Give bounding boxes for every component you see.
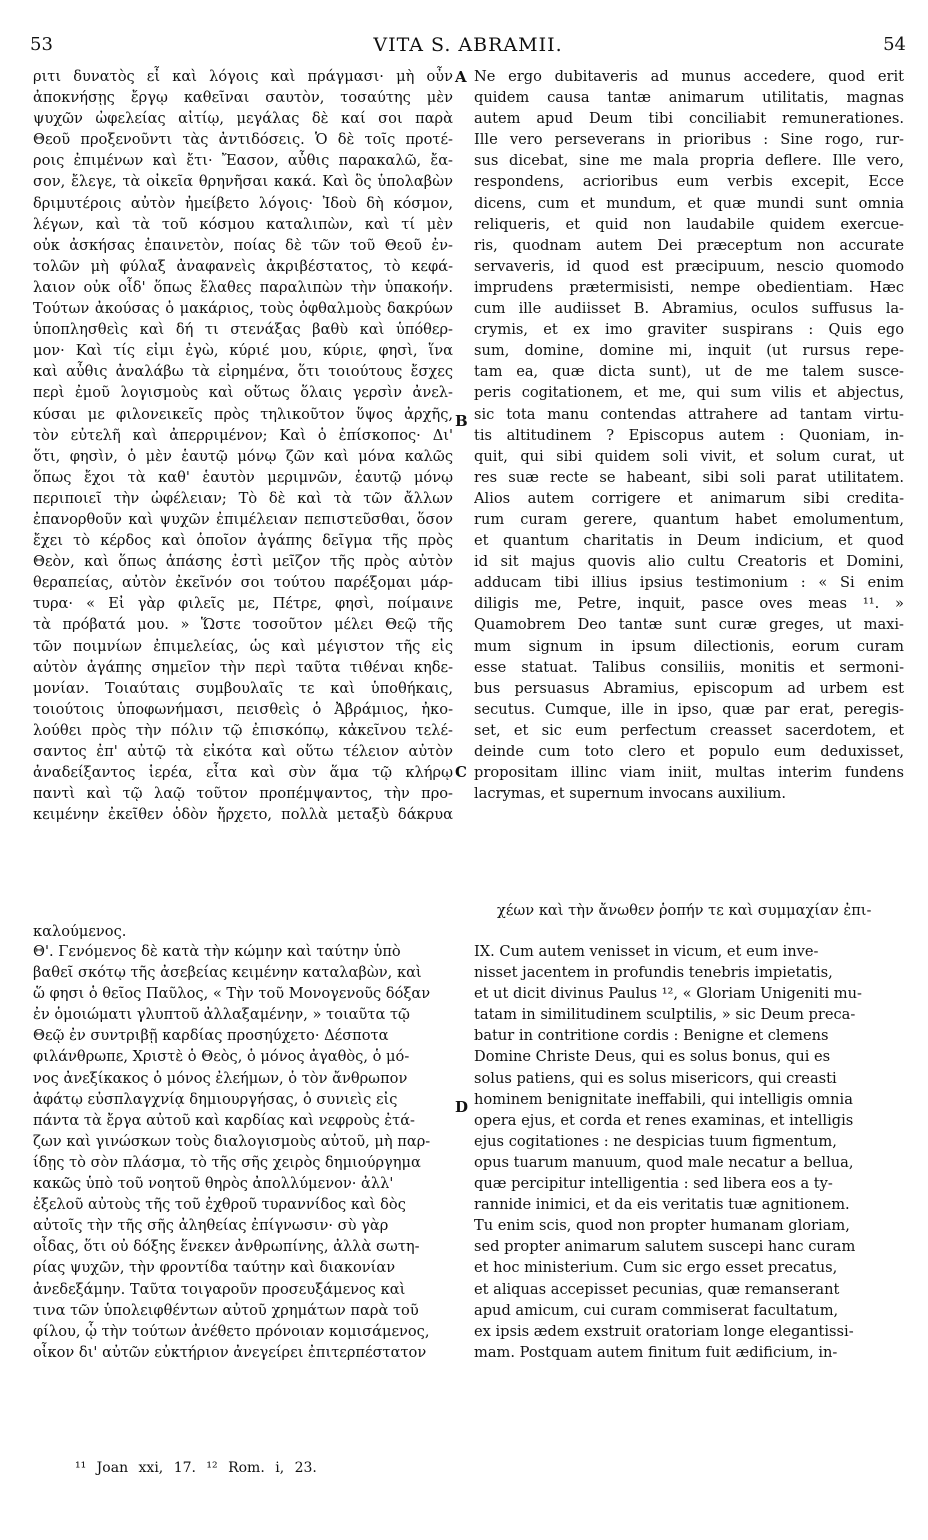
text-line: φίλου, ᾧ τὴν τούτων ἀνέθετο πρόνοιαν κομισάμενος, (33, 1322, 430, 1340)
text-line: αὐτὸν ἀγάπης σημεῖον τὴν περὶ ταῦτα τιθέναι κηδε- (33, 658, 453, 676)
text-line: respondens, acrioribus eum verbis excepit, Ecce (474, 173, 904, 191)
text-line: deinde cum toto clero et populo eum deduxisset, (474, 743, 904, 760)
text-line: οἶδας, ὅτι οὐ δόξης ἕνεκεν ἀνθρωπίνης, ἀλλὰ σωτη- (33, 1238, 420, 1256)
text-line: ἐπανορθοῦν καὶ ψυχῶν ἐπιμέλειαν πεπιστεῦσθαι, ὅσον (33, 510, 453, 528)
text-line: σον, ἔλεγε, τὰ οἰκεῖα θρηνῆσαι κακά. Καὶ ὃς ὑπολαβὼν (33, 173, 453, 191)
latin-column-lower (474, 941, 904, 1363)
text-line: τυρα· « Εἰ γὰρ φιλεῖς με, Πέτρε, φησὶ, ποίμαινε (33, 595, 453, 613)
text-line: mum signum in ipsum dilectionis, eorum curam (474, 637, 904, 655)
text-line: secutus. Cumque, ille in ipso, quæ par erat, peregis- (474, 700, 904, 718)
text-line: sic tota manu contendas attrahere ad tantam virtu- (474, 405, 904, 423)
text-line: lacrymas, et supernum invocans auxilium. (474, 785, 787, 803)
text-line: solus patiens, qui es solus misericors, qui creasti (474, 1069, 837, 1087)
text-line: opera ejus, et corda et renes examinas, et intelligis (474, 1111, 854, 1129)
text-line: οὐκ ἀσκήσας ἐπαινετὸν, ποίας δὲ τῶν τοῦ Θεοῦ ἐν- (33, 236, 453, 254)
text-line: Tu enim scis, quod non propter humanam gloriam, (474, 1217, 850, 1235)
text-line: nisset jacentem in profundis tenebris impietatis, (474, 964, 833, 982)
footnotes: ¹¹ Joan xxi, 17. ¹² Rom. i, 23. (75, 1460, 317, 1476)
text-line: et quantum charitatis in Deum indicium, et quod (474, 532, 904, 550)
text-line: λούθει πρὸς τὴν πόλιν τῷ ἐπισκόπῳ, κἀκεῖνου τελέ- (33, 721, 453, 739)
text-line: Quamobrem Deo tantæ sunt curæ greges, ut maxi- (474, 616, 904, 634)
text-line: imprudens prætermisisti, nempe obedientiam. Hæc (474, 278, 904, 296)
text-line: crymis, et ex imo graviter suspirans : Quis ego (474, 321, 904, 339)
text-line: sus dicebat, sine me mala propria deflere. Ille vero, (474, 152, 904, 170)
text-line: οἶκον δι' αὐτῶν εὐκτήριον ἀνεγείρει ἐπιτερπέστατον (33, 1343, 427, 1361)
text-line: apud amicum, cui curam commiserat facultatum, (474, 1301, 839, 1319)
greek-column-lower (33, 941, 453, 1363)
text-line: et aliquas accepisset pecunias, quæ remanserant (474, 1280, 840, 1298)
text-line: sed propter animarum salutem suscepi hanc curam (474, 1238, 856, 1256)
text-line: Ille vero perseverans in prioribus : Sine rogo, rur- (474, 131, 904, 149)
text-line: tatam in similitudinem sculptilis, » sic Deum preca- (474, 1006, 856, 1024)
text-line: πάντα τὰ ἔργα αὐτοῦ καὶ καρδίας καὶ νεφροὺς ἐτά- (33, 1111, 415, 1129)
text-line: μονίαν. Τοιαύταις συμβουλαῖς τε καὶ ὑποθήκαις, (33, 679, 453, 697)
text-line: cum ille audiisset B. Abramius, oculos suffusus la- (474, 300, 904, 318)
text-line: παντὶ καὶ τῷ λαῷ τοῦτον προπέμψαντος, τὴν προ- (33, 785, 453, 803)
greek-end-line: καλούμενος. (33, 923, 127, 940)
greek-end-line-block (33, 921, 453, 942)
text-line: περὶ ἐμοῦ λογισμοὺς καὶ οὕτως ὅλαις γερσὶν ἀνελ- (33, 384, 453, 402)
text-line: κακῶς ὑπὸ τοῦ νοητοῦ θηρὸς ἀπολλύμενον· ἀλλ' (33, 1175, 394, 1193)
text-line: Τούτων ἀκούσας ὁ μακάριος, τοὺς ὀφθαλμοὺς δακρύων (33, 300, 453, 318)
text-line: ίδῃς τὸ σὸν πλάσμα, τὸ τῆς σῆς χειρὸς δημιούργημα (33, 1153, 421, 1171)
text-line: ροις ἐπιμένων καὶ ἔτι· Ἔασον, αὖθις παρακαλῶ, ἔα- (33, 152, 453, 170)
text-line: res suæ recte se habeant, sibi soli parat utilitatem. (474, 468, 904, 486)
text-line: ἀναδείξαντος ἱερέα, εἶτα καὶ σὺν ἅμα τῷ κλήρῳ (33, 764, 453, 782)
text-line: esse statuat. Talibus consiliis, monitis et sermoni- (474, 658, 904, 676)
text-line: reliqueris, et quid non laudabile quidem exercue- (474, 215, 904, 233)
margin-marker-a: A (455, 68, 467, 86)
text-line: Θεῷ ἐν συντριβῇ καρδίας προσηύχετο· Δέσποτα (33, 1027, 389, 1045)
text-line: ὥ φησι ὁ θεῖος Παῦλος, « Τὴν τοῦ Μονογενοῦς δόξαν (33, 985, 431, 1003)
text-line: φιλάνθρωπε, Χριστὲ ὁ Θεὸς, ὁ μόνος ἀγαθὸς, ὁ μό- (33, 1048, 410, 1066)
text-line: ρίας ψυχῶν, τὴν φροντίδα ταύτην καὶ διακονίαν (33, 1259, 396, 1277)
text-line: quidem causa tantæ animarum utilitatis, magnas (474, 89, 904, 107)
text-line: ἀφάτῳ εὐσπλαγχνίᾳ δημιουργήσας, ὁ συνιεὶς εἰς (33, 1090, 398, 1108)
text-line: Θεὸν, καὶ ὅπως ἁπάσης ἐστὶ μεῖζον τῆς πρὸς αὐτὸν (33, 553, 453, 571)
text-line: ριτι δυνατὸς εἶ καὶ λόγοις καὶ πράγμασι· μὴ οὖν (33, 68, 453, 85)
text-line: opus tuarum manuum, quod male necatur a bellua, (474, 1153, 854, 1171)
running-header (30, 30, 906, 62)
text-line: set, et sic eum perfectum creasset sacerdotem, et (474, 721, 904, 739)
text-line: τὰ πρόβατά μου. » Ὥστε τοσοῦτον μέλει Θεῷ τῆς (33, 616, 453, 634)
text-line: tis altitudinem ? Episcopus autem : Quoniam, in- (474, 426, 904, 444)
text-line: τινα τῶν ὑπολειφθέντων αὐτοῦ χρημάτων παρὰ τοῦ (33, 1301, 419, 1319)
text-line: adducam tibi illius ipsius testimonium : « Si enim (474, 574, 904, 592)
text-line: δριμυτέροις αὐτὸν ἠμείβετο λόγοις· Ἰδοὺ δὴ κόσμον, (33, 194, 453, 212)
text-line: rannide inimici, et da eis veritatis tuæ agnitionem. (474, 1196, 850, 1214)
text-line: τοιούτοις ὑποφωνήμασι, πεισθεὶς ὁ Ἀβράμιος, ἠκο- (33, 700, 453, 718)
text-line: ἐξελοῦ αὐτοὺς τῆς τοῦ ἐχθροῦ τυραννίδος καὶ δὸς (33, 1196, 406, 1214)
text-line: id sit majus quovis alio cultu Creatoris et Domini, (474, 553, 904, 571)
text-line: ὑποπλησθεὶς καὶ δή τι στενάξας βαθὺ καὶ ὑπόθερ- (33, 321, 453, 339)
text-line: τῶν ποιμνίων ἐπιμελείας, ὡς καὶ μέγιστον τῆς εἰς (33, 637, 453, 655)
text-line: αὐτοῖς τὴν τῆς σῆς ἀληθείας ἐπίγνωσιν· σὺ γὰρ (33, 1217, 389, 1235)
text-line: Θεοῦ προξενοῦντι τὰς ἀντιδόσεις. Ὁ δὲ τοῖς προτέ- (33, 131, 453, 149)
text-line: ὅπως ἔχοι τὰ καθ' ἑαυτὸν μεριμνῶν, ἑαυτῷ μόνῳ (33, 468, 453, 486)
text-line: ψυχῶν ὠφελείας αἰτίῳ, μεγάλας δὲ καί σοι παρὰ (33, 110, 453, 128)
text-line: περιποιεῖ τὴν ὠφέλειαν; Τὸ δὲ καὶ τὰ τῶν ἄλλων (33, 489, 453, 507)
text-line: θεραπείας, αὐτὸν ἐκεῖνόν σοι τούτου παρέξομαι μάρ- (33, 574, 453, 592)
text-line: λέγων, καὶ τὰ τοῦ κόσμου καταλιπὼν, καὶ τί μὲν (33, 215, 453, 233)
text-line: et hoc ministerium. Cum sic ergo esset precatus, (474, 1259, 838, 1277)
text-line: et ut dicit divinus Paulus ¹², « Gloriam Unigeniti mu- (474, 985, 862, 1003)
text-line: ζων καὶ γινώσκων τοὺς διαλογισμοὺς αὐτοῦ, μὴ παρ- (33, 1132, 431, 1150)
text-line: dicens, cum et mundum, et quæ mundi sunt omnia (474, 194, 904, 212)
running-title: VITA S. ABRAMII. (373, 34, 563, 56)
margin-marker-b: B (455, 412, 468, 430)
text-line: mam. Postquam autem finitum fuit ædificium, in- (474, 1343, 838, 1361)
right-page-number: 54 (883, 34, 906, 55)
text-line: κειμένην ἐκεῖθεν ὁδὸν ἤρχετο, πολλὰ μεταξὺ δάκρυα (33, 806, 453, 824)
text-line: Θ'. Γενόμενος δὲ κατὰ τὴν κώμην καὶ ταύτην ὑπὸ (33, 943, 401, 960)
spanning-line-greek-right: χέων καὶ τὴν ἄνωθεν ῥοπήν τε καὶ συμμαχίαν ἐπι- (497, 902, 872, 919)
text-line: quæ percipitur intelligentia : sed libera eos a ty- (474, 1175, 833, 1193)
text-line: rum curam gerere, quantum habet emolumentum, (474, 510, 904, 528)
margin-marker-c: C (455, 763, 467, 781)
left-page-number: 53 (30, 34, 53, 55)
text-line: diligis me, Petre, inquit, pasce oves meas ¹¹. » (474, 595, 904, 613)
text-line: ἀποκνήσῃς ἔργῳ καθεῖναι σαυτὸν, τοσαύτης μὲν (33, 89, 453, 107)
text-line: servaveris, id quod est præcipuum, nescio quomodo (474, 257, 904, 275)
text-line: Domine Christe Deus, qui es solus bonus, qui es (474, 1048, 831, 1066)
text-line: ἀνεδεξάμην. Ταῦτα τοιγαροῦν προσευξάμενος καὶ (33, 1280, 406, 1298)
text-line: autem apud Deum tibi conciliabit remunerationes. (474, 110, 904, 128)
text-line: batur in contritione cordis : Benigne et clemens (474, 1027, 829, 1045)
text-line: IX. Cum autem venisset in vicum, et eum inve- (474, 943, 819, 960)
text-line: quit, qui sibi quidem soli vivit, et solum curat, ut (474, 447, 904, 465)
text-line: ἔχει τὸ κέρδος καὶ ὁποῖον ἀγάπης δεῖγμα τῆς πρὸς (33, 532, 453, 550)
text-line: νος ἀνεξίκακος ὁ μόνος ἐλεήμων, ὁ τὸν ἄνθρωπον (33, 1069, 408, 1087)
text-line: μον· Καὶ τίς εἰμι ἐγὼ, κύριέ μου, κύριε, φησὶ, ἵνα (33, 342, 453, 360)
text-line: λαιον οὐκ οἶδ' ὅπως ἔλαθες παραλιπὼν τὴν ὑπακοήν. (33, 278, 453, 296)
text-line: σαντος ἐπ' αὐτῷ τὰ εἰκότα καὶ οὕτω τέλειον αὐτὸν (33, 743, 453, 760)
text-line: peris cogitationem, et me, qui sum vilis et abjectus, (474, 384, 904, 402)
text-line: hominem benignitate ineffabili, qui intelligis omnia (474, 1090, 853, 1108)
greek-column-upper (33, 66, 453, 825)
text-line: Alios autem corrigere et animarum sibi credita- (474, 489, 904, 507)
text-line: bus persuasus Abramius, episcopum ad urbem est (474, 679, 904, 697)
text-line: κύσαι με φιλονεικεῖς πρὸς τηλικοῦτον ὕψος ἀρχῆς, (33, 405, 453, 423)
text-line: propositam illinc viam iniit, multas interim fundens (474, 764, 904, 782)
text-line: ex ipsis ædem exstruit oratoriam longe elegantissi- (474, 1322, 854, 1340)
text-line: τολῶν μὴ φύλαξ ἀναφανεὶς ἀκριβέστατος, τὸ κεφά- (33, 257, 453, 275)
text-line: βαθεῖ σκότῳ τῆς ἀσεβείας κειμένην καταλαβὼν, καὶ (33, 964, 422, 982)
text-line: ὅτι, φησὶν, ὁ μὲν ἑαυτῷ μόνῳ ζῶν καὶ μόνα καλῶς (33, 447, 453, 465)
text-line: Ne ergo dubitaveris ad munus accedere, quod erit (474, 68, 904, 85)
latin-column-upper (474, 66, 904, 804)
text-line: ejus cogitationes : ne despicias tuum figmentum, (474, 1132, 837, 1150)
text-line: sum, domine, domine mi, inquit (ut rursus repe- (474, 342, 904, 360)
text-line: tam ea, quæ dicta sunt), ut de me talem susce- (474, 363, 904, 381)
text-line: καὶ αὖθις ἀναλάβω τὰ εἰρημένα, ὅτι τοιούτους ἔσχες (33, 363, 453, 381)
text-line: ris, quodnam autem Dei præceptum non accurate (474, 236, 904, 254)
text-line: ἐν ὁμοιώματι γλυπτοῦ ἀλλαξαμένην, » τοιαῦτα τῷ (33, 1006, 410, 1024)
margin-marker-d: D (455, 1098, 469, 1116)
text-line: τὸν εὐτελῆ καὶ ἀπερριμένον; Καὶ ὁ ἐπίσκοπος· Δι' (33, 426, 453, 444)
